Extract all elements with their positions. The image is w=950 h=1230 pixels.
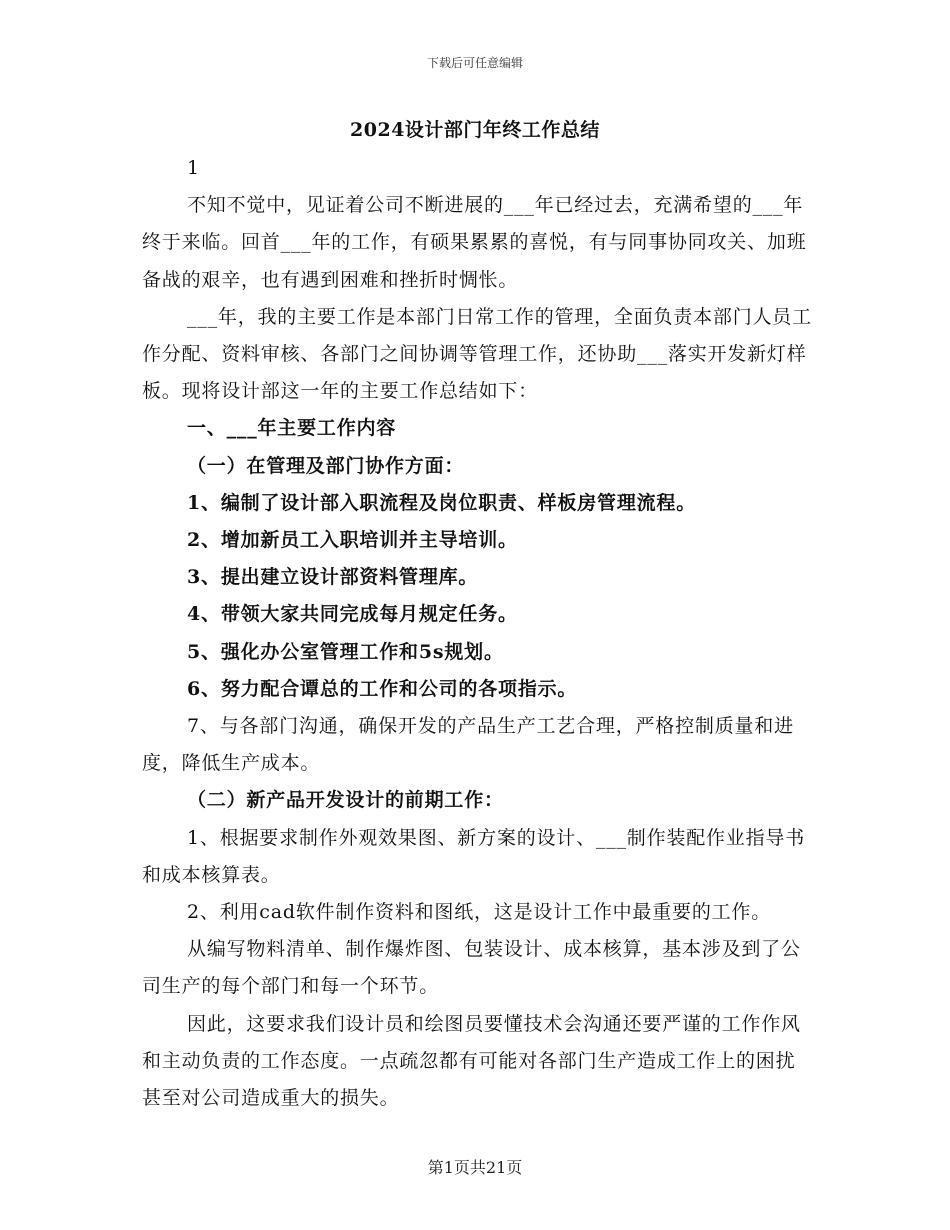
subheading-management: （一）在管理及部门协作方面： <box>187 454 465 477</box>
list-item: 4、带领大家共同完成每月规定任务。 <box>187 603 518 626</box>
list-item: 1、根据要求制作外观效果图、新方案的设计、___制作装配作业指导书和成本核算表。 <box>142 826 805 886</box>
list-item: 3、提出建立设计部资料管理库。 <box>187 566 479 589</box>
paragraph-intro: 不知不觉中，见证着公司不断进展的___年已经过去，充满希望的___年终于来临。回首___年的工作，有硕果累累的喜悦，有与同事协同攻关、加班备战的艰辛，也有遇到困难和挫折时惆怅。 <box>142 194 807 291</box>
header-note: 下载后可任意编辑 <box>426 56 523 70</box>
list-item: 2、利用cad软件制作资料和图纸，这是设计工作中最重要的工作。 <box>187 901 772 924</box>
list-item: 6、努力配合谭总的工作和公司的各项指示。 <box>187 677 578 700</box>
section-number: 1 <box>187 157 200 179</box>
list-item: 1、编制了设计部入职流程及岗位职责、样板房管理流程。 <box>187 491 697 514</box>
paragraph-summary: ___年，我的主要工作是本部门日常工作的管理，全面负责本部门人员工作分配、资料审核、各部门之间协调等管理工作，还协助___落实开发新灯样板。现将设计部这一年的主要工作总结如下： <box>142 305 812 403</box>
heading-main-work: 一、___年主要工作内容 <box>187 417 397 440</box>
paragraph: 从编写物料清单、制作爆炸图、包装设计、成本核算，基本涉及到了公司生产的每个部门和每一个环节。 <box>142 938 801 998</box>
paragraph: 因此，这要求我们设计员和绘图员要懂技术会沟通还要严谨的工作作风和主动负责的工作态度。一点疏忽都有可能对各部门生产造成工作上的困扰甚至对公司造成重大的损失。 <box>142 1012 801 1110</box>
document-body <box>142 150 812 1117</box>
page-number: 第1页共21页 <box>427 1158 523 1177</box>
list-item: 5、强化办公室管理工作和5s规划。 <box>187 640 504 663</box>
subheading-product-dev: （二）新产品开发设计的前期工作： <box>187 789 504 812</box>
list-item: 2、增加新员工入职培训并主导培训。 <box>187 529 518 552</box>
list-item: 7、与各部门沟通，确保开发的产品生产工艺合理，严格控制质量和进度，降低生产成本。 <box>142 715 794 775</box>
document-title: 2024设计部门年终工作总结 <box>350 119 600 141</box>
